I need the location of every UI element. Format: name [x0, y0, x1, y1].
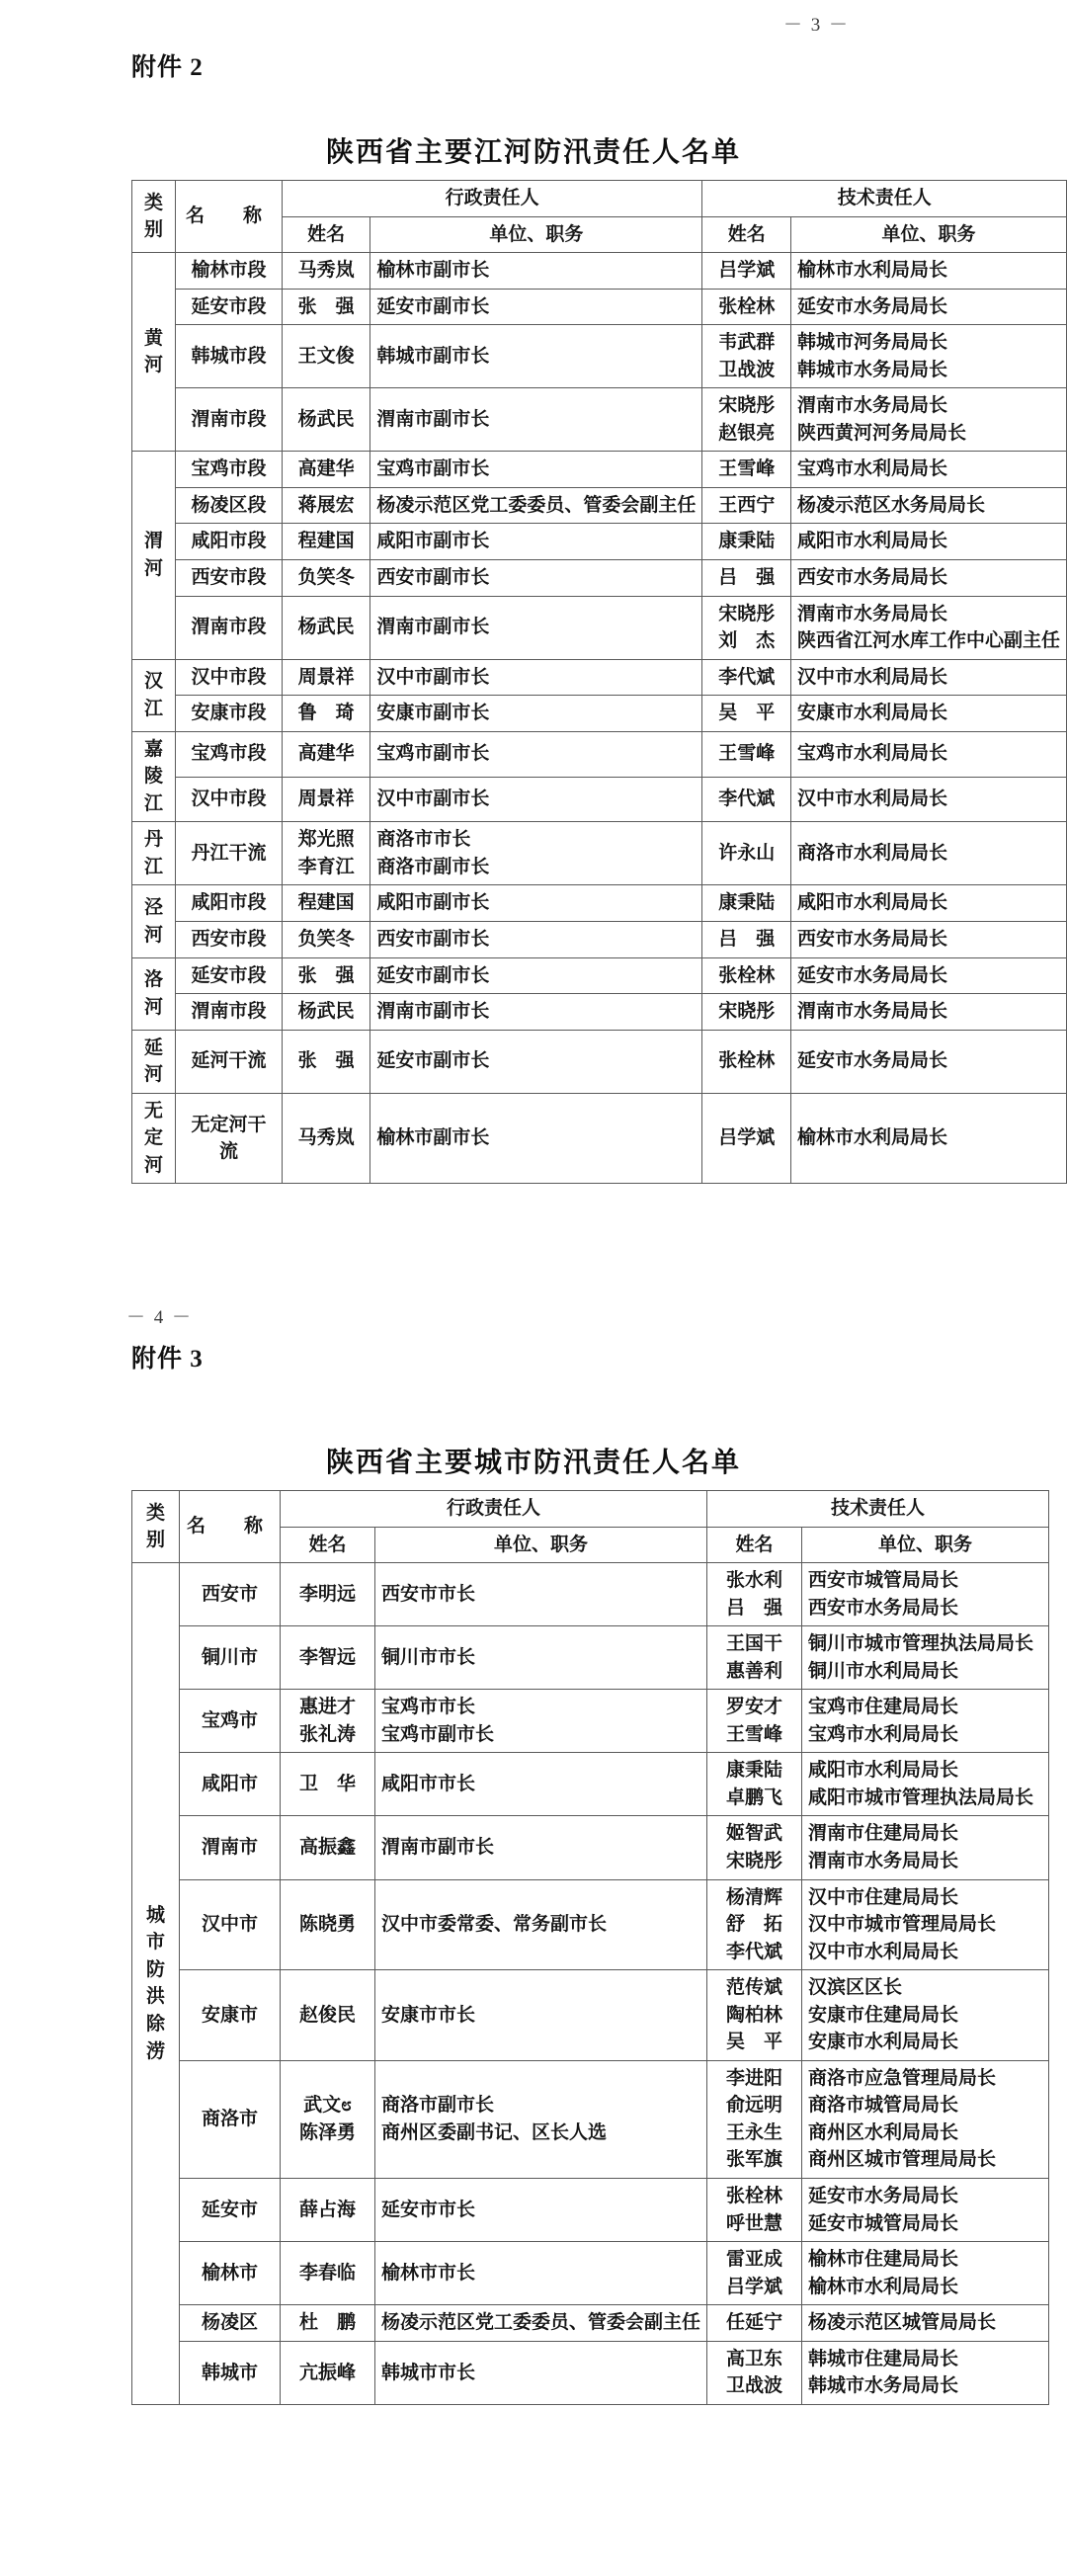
city-name: 汉中市 — [180, 1879, 281, 1970]
unit-post-cell: 咸阳市市长 — [375, 1753, 707, 1816]
unit-post-cell: 榆林市水利局局长 — [790, 1093, 1066, 1184]
unit-post-cell: 安康市水利局局长 — [790, 696, 1066, 732]
unit-post-cell: 杨凌示范区水务局局长 — [790, 487, 1066, 524]
person-name-cell: 杨武民 — [282, 596, 370, 659]
unit-post-cell: 韩城市河务局局长 韩城市水务局局长 — [790, 325, 1066, 388]
unit-post-cell: 渭南市副市长 — [370, 994, 702, 1031]
unit-post-cell: 榆林市市长 — [375, 2242, 707, 2305]
unit-post-cell: 汉中市住建局局长 汉中市城市管理局局长 汉中市水利局局长 — [802, 1879, 1049, 1970]
person-name-cell: 吕学斌 — [702, 1093, 791, 1184]
table1-body — [132, 253, 1067, 1184]
category-cell: 无 定 河 — [132, 1093, 176, 1184]
unit-post-cell: 渭南市副市长 — [370, 388, 702, 452]
header-admin-unit-post: 单位、职务 — [375, 1527, 707, 1563]
person-name-cell: 宋晓彤 — [702, 994, 791, 1031]
city-name: 商洛市 — [180, 2060, 281, 2178]
person-name-cell: 康秉陆 卓鹏飞 — [707, 1753, 802, 1816]
header-tech-person-name: 姓名 — [702, 216, 791, 253]
person-name-cell: 高振鑫 — [281, 1816, 375, 1879]
category-cell: 城 市 防 洪 除 涝 — [132, 1563, 180, 2405]
person-name-cell: 宋晓彤 赵银亮 — [702, 388, 791, 452]
unit-post-cell: 延安市副市长 — [370, 957, 702, 994]
river-section-name: 咸阳市段 — [176, 524, 283, 560]
person-name-cell: 惠进才 张礼涛 — [281, 1690, 375, 1753]
river-section-name: 渭南市段 — [176, 596, 283, 659]
person-name-cell: 杨清辉 舒 拓 李代斌 — [707, 1879, 802, 1970]
unit-post-cell: 延安市副市长 — [370, 1030, 702, 1093]
unit-post-cell: 安康市副市长 — [370, 696, 702, 732]
unit-post-cell: 汉滨区区长 安康市住建局局长 安康市水利局局长 — [802, 1970, 1049, 2061]
table1-header-row-1 — [132, 181, 1067, 217]
person-name-cell: 张 强 — [282, 289, 370, 325]
header-admin-person-name: 姓名 — [281, 1527, 375, 1563]
river-section-name: 丹江干流 — [176, 822, 283, 885]
unit-post-cell: 杨凌示范区党工委委员、管委会副主任 — [375, 2305, 707, 2342]
category-cell: 渭 河 — [132, 452, 176, 659]
city-flood-officials-table — [131, 1490, 1049, 2405]
person-name-cell: 高建华 — [282, 452, 370, 488]
unit-post-cell: 渭南市水务局局长 陕西省江河水库工作中心副主任 — [790, 596, 1066, 659]
city-name: 榆林市 — [180, 2242, 281, 2305]
person-name-cell: 康秉陆 — [702, 524, 791, 560]
river-section-name: 西安市段 — [176, 922, 283, 958]
person-name-cell: 张 强 — [282, 957, 370, 994]
unit-post-cell: 商洛市应急管理局局长 商洛市城管局局长 商州区水利局局长 商州区城市管理局局长 — [802, 2060, 1049, 2178]
unit-post-cell: 西安市城管局局长 西安市水务局局长 — [802, 1563, 1049, 1626]
table-row — [132, 289, 1067, 325]
header-name: 名 称 — [180, 1491, 281, 1563]
river-section-name: 安康市段 — [176, 696, 283, 732]
city-name: 韩城市 — [180, 2341, 281, 2404]
table-row — [132, 777, 1067, 822]
unit-post-cell: 宝鸡市水利局局长 — [790, 731, 1066, 777]
unit-post-cell: 咸阳市水利局局长 — [790, 524, 1066, 560]
person-name-cell: 武文೮ 陈泽勇 — [281, 2060, 375, 2178]
table2-title: 陕西省主要城市防汛责任人名单 — [325, 1448, 741, 1478]
river-section-name: 韩城市段 — [176, 325, 283, 388]
table-row — [132, 1030, 1067, 1093]
river-section-name: 汉中市段 — [176, 659, 283, 696]
person-name-cell: 张栓林 呼世慧 — [707, 2179, 802, 2242]
person-name-cell: 王国干 惠善利 — [707, 1626, 802, 1690]
city-name: 西安市 — [180, 1563, 281, 1626]
unit-post-cell: 延安市水务局局长 — [790, 289, 1066, 325]
river-section-name: 咸阳市段 — [176, 885, 283, 922]
river-section-name: 宝鸡市段 — [176, 731, 283, 777]
person-name-cell: 康秉陆 — [702, 885, 791, 922]
table2-header-row-1 — [132, 1491, 1049, 1528]
person-name-cell: 李智远 — [281, 1626, 375, 1690]
person-name-cell: 韦武群 卫战波 — [702, 325, 791, 388]
person-name-cell: 赵俊民 — [281, 1970, 375, 2061]
unit-post-cell: 渭南市副市长 — [370, 596, 702, 659]
table-row — [132, 731, 1067, 777]
table-row — [132, 994, 1067, 1031]
unit-post-cell: 商洛市水利局局长 — [790, 822, 1066, 885]
person-name-cell: 范传斌 陶柏林 吴 平 — [707, 1970, 802, 2061]
city-name: 安康市 — [180, 1970, 281, 2061]
person-name-cell: 李明远 — [281, 1563, 375, 1626]
city-name: 铜川市 — [180, 1626, 281, 1690]
table-row — [132, 253, 1067, 290]
person-name-cell: 李代斌 — [702, 777, 791, 822]
table-row — [132, 1879, 1049, 1970]
category-cell: 延 河 — [132, 1030, 176, 1093]
page-number-middle: － 4 － — [126, 1307, 194, 1328]
unit-post-cell: 渭南市水务局局长 陕西黄河河务局局长 — [790, 388, 1066, 452]
person-name-cell: 吕 强 — [702, 560, 791, 597]
table-row — [132, 2060, 1049, 2178]
table-row — [132, 822, 1067, 885]
person-name-cell: 鲁 琦 — [282, 696, 370, 732]
header-tech-person-name: 姓名 — [707, 1527, 802, 1563]
river-flood-officials-table — [131, 180, 1067, 1184]
person-name-cell: 罗安才 王雪峰 — [707, 1690, 802, 1753]
page-number-top: － 3 － — [782, 15, 850, 36]
table-row — [132, 1970, 1049, 2061]
river-section-name: 延河干流 — [176, 1030, 283, 1093]
person-name-cell: 吴 平 — [702, 696, 791, 732]
table-row — [132, 1816, 1049, 1879]
unit-post-cell: 渭南市水务局局长 — [790, 994, 1066, 1031]
person-name-cell: 杨武民 — [282, 388, 370, 452]
person-name-cell: 张栓林 — [702, 1030, 791, 1093]
header-category: 类别 — [132, 1491, 180, 1563]
person-name-cell: 周景祥 — [282, 659, 370, 696]
table-row — [132, 452, 1067, 488]
unit-post-cell: 汉中市副市长 — [370, 659, 702, 696]
attachment-2-label: 附件 2 — [131, 54, 204, 81]
header-admin-unit-post: 单位、职务 — [370, 216, 702, 253]
person-name-cell: 周景祥 — [282, 777, 370, 822]
unit-post-cell: 杨凌示范区城管局局长 — [802, 2305, 1049, 2342]
river-section-name: 西安市段 — [176, 560, 283, 597]
unit-post-cell: 宝鸡市副市长 — [370, 731, 702, 777]
header-admin-group: 行政责任人 — [282, 181, 702, 217]
person-name-cell: 杜 鹏 — [281, 2305, 375, 2342]
person-name-cell: 雷亚成 吕学斌 — [707, 2242, 802, 2305]
person-name-cell: 张栓林 — [702, 957, 791, 994]
river-section-name: 宝鸡市段 — [176, 452, 283, 488]
unit-post-cell: 渭南市副市长 — [375, 1816, 707, 1879]
river-section-name: 无定河干流 — [176, 1093, 283, 1184]
table2-head — [132, 1491, 1049, 1563]
unit-post-cell: 汉中市副市长 — [370, 777, 702, 822]
table-row — [132, 1753, 1049, 1816]
person-name-cell: 张栓林 — [702, 289, 791, 325]
unit-post-cell: 渭南市住建局局长 渭南市水务局局长 — [802, 1816, 1049, 1879]
category-cell: 汉 江 — [132, 659, 176, 731]
person-name-cell: 杨武民 — [282, 994, 370, 1031]
person-name-cell: 许永山 — [702, 822, 791, 885]
person-name-cell: 王文俊 — [282, 325, 370, 388]
unit-post-cell: 榆林市副市长 — [370, 1093, 702, 1184]
unit-post-cell: 延安市水务局局长 — [790, 1030, 1066, 1093]
table-row — [132, 524, 1067, 560]
person-name-cell: 郑光照 李育江 — [282, 822, 370, 885]
category-cell: 嘉 陵 江 — [132, 731, 176, 822]
city-name: 咸阳市 — [180, 1753, 281, 1816]
person-name-cell: 高卫东 卫战波 — [707, 2341, 802, 2404]
unit-post-cell: 咸阳市副市长 — [370, 885, 702, 922]
city-name: 宝鸡市 — [180, 1690, 281, 1753]
table-row — [132, 560, 1067, 597]
unit-post-cell: 汉中市委常委、常务副市长 — [375, 1879, 707, 1970]
table-row — [132, 2242, 1049, 2305]
person-name-cell: 宋晓彤 刘 杰 — [702, 596, 791, 659]
unit-post-cell: 延安市水务局局长 — [790, 957, 1066, 994]
person-name-cell: 负笑冬 — [282, 922, 370, 958]
unit-post-cell: 汉中市水利局局长 — [790, 659, 1066, 696]
unit-post-cell: 铜川市城市管理执法局局长 铜川市水利局局长 — [802, 1626, 1049, 1690]
river-section-name: 渭南市段 — [176, 994, 283, 1031]
category-cell: 丹 江 — [132, 822, 176, 885]
unit-post-cell: 榆林市副市长 — [370, 253, 702, 290]
header-tech-unit-post: 单位、职务 — [802, 1527, 1049, 1563]
person-name-cell: 亢振峰 — [281, 2341, 375, 2404]
table-row — [132, 2179, 1049, 2242]
person-name-cell: 王雪峰 — [702, 452, 791, 488]
unit-post-cell: 韩城市住建局局长 韩城市水务局局长 — [802, 2341, 1049, 2404]
person-name-cell: 李春临 — [281, 2242, 375, 2305]
person-name-cell: 程建国 — [282, 885, 370, 922]
river-section-name: 榆林市段 — [176, 253, 283, 290]
person-name-cell: 马秀岚 — [282, 1093, 370, 1184]
unit-post-cell: 宝鸡市副市长 — [370, 452, 702, 488]
header-tech-unit-post: 单位、职务 — [790, 216, 1066, 253]
header-tech-group: 技术责任人 — [707, 1491, 1049, 1528]
river-section-name: 延安市段 — [176, 289, 283, 325]
table2-body — [132, 1563, 1049, 2405]
unit-post-cell: 安康市市长 — [375, 1970, 707, 2061]
city-name: 渭南市 — [180, 1816, 281, 1879]
unit-post-cell: 西安市市长 — [375, 1563, 707, 1626]
river-section-name: 汉中市段 — [176, 777, 283, 822]
person-name-cell: 王雪峰 — [702, 731, 791, 777]
table1-head — [132, 181, 1067, 253]
table-row — [132, 922, 1067, 958]
category-cell: 洛 河 — [132, 957, 176, 1030]
unit-post-cell: 榆林市水利局局长 — [790, 253, 1066, 290]
person-name-cell: 任延宁 — [707, 2305, 802, 2342]
city-name: 杨凌区 — [180, 2305, 281, 2342]
unit-post-cell: 宝鸡市水利局局长 — [790, 452, 1066, 488]
table-row — [132, 659, 1067, 696]
person-name-cell: 负笑冬 — [282, 560, 370, 597]
river-section-name: 渭南市段 — [176, 388, 283, 452]
table-row — [132, 957, 1067, 994]
table1-title: 陕西省主要江河防汛责任人名单 — [325, 137, 741, 168]
person-name-cell: 李进阳 俞远明 王永生 张军旗 — [707, 2060, 802, 2178]
person-name-cell: 陈晓勇 — [281, 1879, 375, 1970]
unit-post-cell: 西安市副市长 — [370, 922, 702, 958]
person-name-cell: 薛占海 — [281, 2179, 375, 2242]
river-section-name: 延安市段 — [176, 957, 283, 994]
unit-post-cell: 西安市副市长 — [370, 560, 702, 597]
table-row — [132, 2305, 1049, 2342]
unit-post-cell: 铜川市市长 — [375, 1626, 707, 1690]
header-tech-group: 技术责任人 — [702, 181, 1067, 217]
table-row — [132, 325, 1067, 388]
unit-post-cell: 杨凌示范区党工委委员、管委会副主任 — [370, 487, 702, 524]
unit-post-cell: 延安市水务局局长 延安市城管局局长 — [802, 2179, 1049, 2242]
unit-post-cell: 咸阳市水利局局长 — [790, 885, 1066, 922]
header-admin-person-name: 姓名 — [282, 216, 370, 253]
unit-post-cell: 商洛市副市长 商州区委副书记、区长人选 — [375, 2060, 707, 2178]
table-row — [132, 696, 1067, 732]
unit-post-cell: 商洛市市长 商洛市副市长 — [370, 822, 702, 885]
unit-post-cell: 咸阳市水利局局长 咸阳市城市管理执法局局长 — [802, 1753, 1049, 1816]
category-cell: 黄 河 — [132, 253, 176, 452]
person-name-cell: 张水利 吕 强 — [707, 1563, 802, 1626]
person-name-cell: 蒋展宏 — [282, 487, 370, 524]
unit-post-cell: 延安市市长 — [375, 2179, 707, 2242]
unit-post-cell: 韩城市市长 — [375, 2341, 707, 2404]
table-row — [132, 596, 1067, 659]
unit-post-cell: 咸阳市副市长 — [370, 524, 702, 560]
table-row — [132, 1563, 1049, 1626]
header-category: 类别 — [132, 181, 176, 253]
table-row — [132, 2341, 1049, 2404]
unit-post-cell: 西安市水务局局长 — [790, 560, 1066, 597]
unit-post-cell: 韩城市副市长 — [370, 325, 702, 388]
person-name-cell: 张 强 — [282, 1030, 370, 1093]
person-name-cell: 王西宁 — [702, 487, 791, 524]
person-name-cell: 李代斌 — [702, 659, 791, 696]
unit-post-cell: 宝鸡市住建局局长 宝鸡市水利局局长 — [802, 1690, 1049, 1753]
table-row — [132, 885, 1067, 922]
person-name-cell: 卫 华 — [281, 1753, 375, 1816]
unit-post-cell: 延安市副市长 — [370, 289, 702, 325]
header-name: 名 称 — [176, 181, 283, 253]
city-name: 延安市 — [180, 2179, 281, 2242]
table-row — [132, 388, 1067, 452]
unit-post-cell: 汉中市水利局局长 — [790, 777, 1066, 822]
unit-post-cell: 宝鸡市市长 宝鸡市副市长 — [375, 1690, 707, 1753]
attachment-3-label: 附件 3 — [131, 1346, 204, 1372]
header-admin-group: 行政责任人 — [281, 1491, 707, 1528]
category-cell: 泾 河 — [132, 885, 176, 957]
person-name-cell: 吕 强 — [702, 922, 791, 958]
table-row — [132, 1690, 1049, 1753]
table-row — [132, 1093, 1067, 1184]
table-row — [132, 487, 1067, 524]
table-row — [132, 1626, 1049, 1690]
unit-post-cell: 榆林市住建局局长 榆林市水利局局长 — [802, 2242, 1049, 2305]
person-name-cell: 姬智武 宋晓彤 — [707, 1816, 802, 1879]
person-name-cell: 马秀岚 — [282, 253, 370, 290]
person-name-cell: 吕学斌 — [702, 253, 791, 290]
river-section-name: 杨凌区段 — [176, 487, 283, 524]
person-name-cell: 高建华 — [282, 731, 370, 777]
person-name-cell: 程建国 — [282, 524, 370, 560]
unit-post-cell: 西安市水务局局长 — [790, 922, 1066, 958]
